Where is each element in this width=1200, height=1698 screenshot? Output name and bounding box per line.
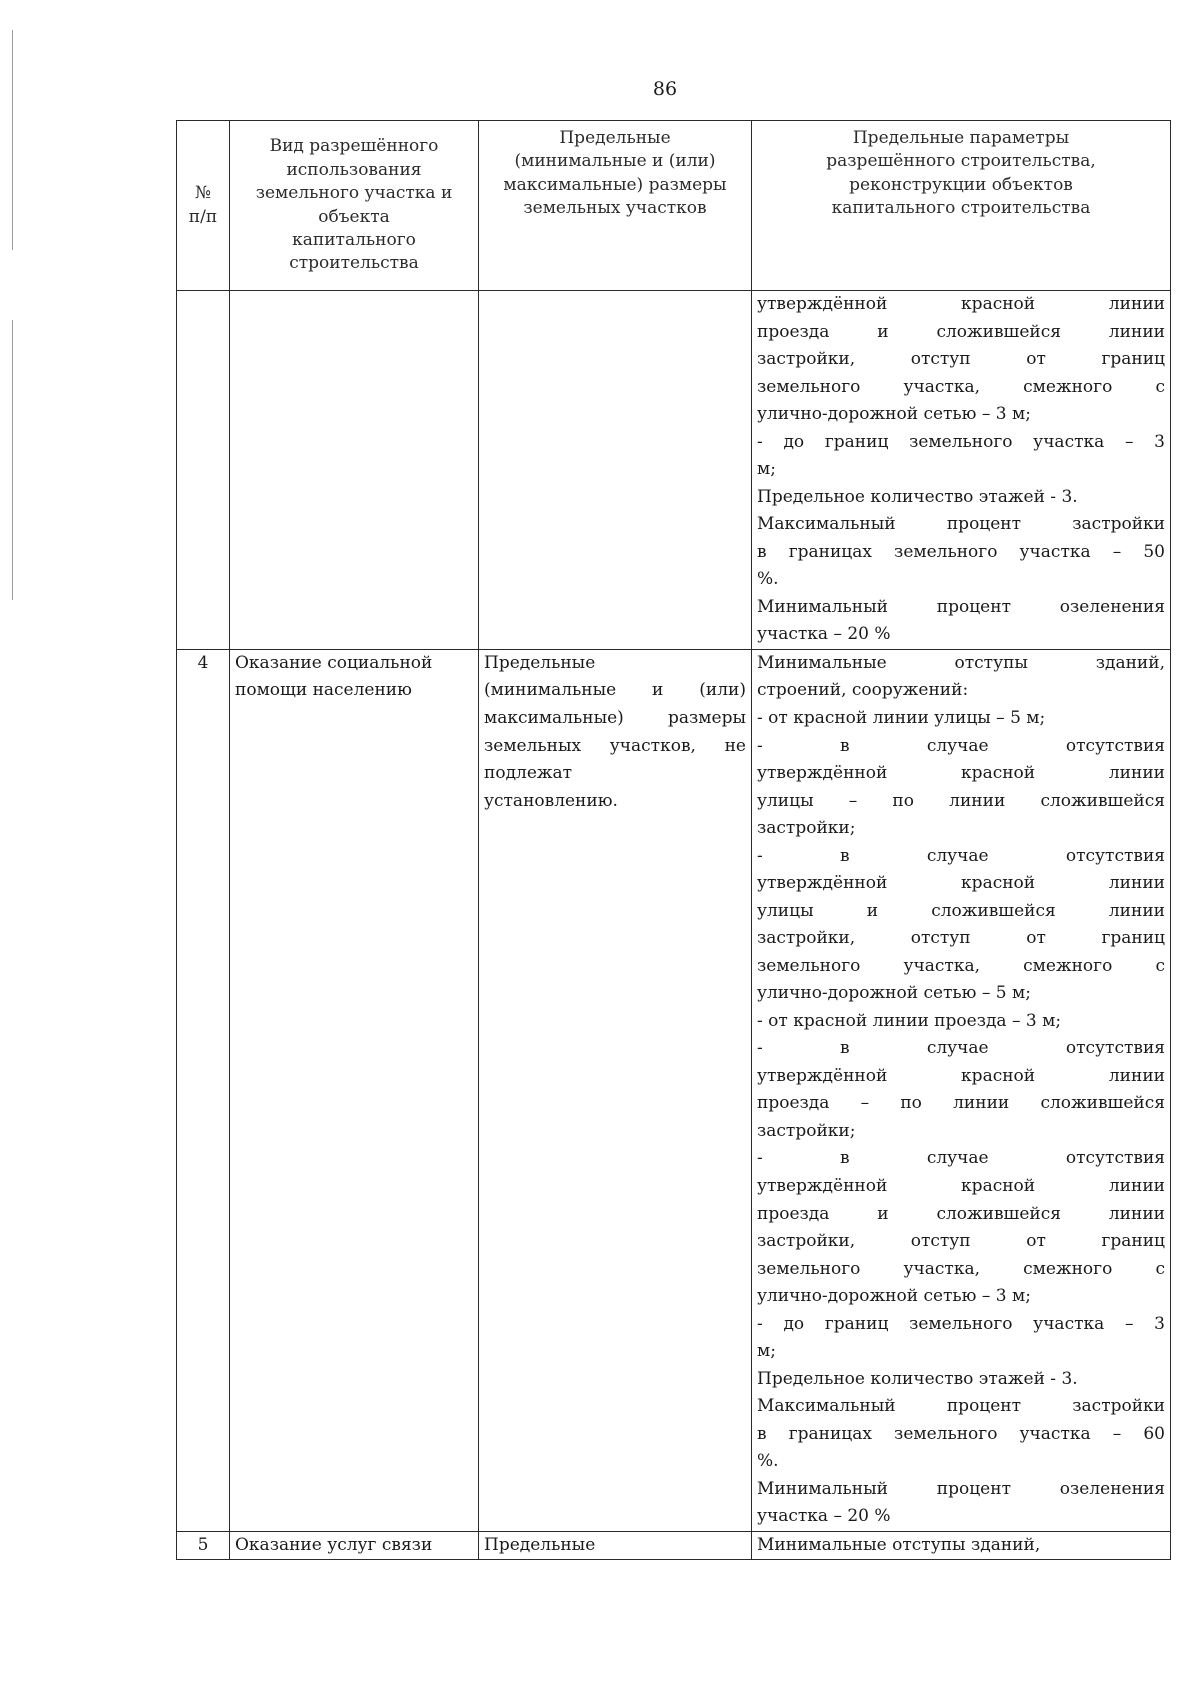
row-use-type bbox=[230, 291, 479, 650]
header-number: № п/п bbox=[177, 121, 230, 291]
cell-text-line: максимальные) размеры bbox=[484, 707, 746, 728]
cell-text-line: Оказание социальной bbox=[235, 652, 433, 673]
row-build-params bbox=[752, 291, 1171, 650]
row-plot-sizes bbox=[479, 1531, 752, 1560]
cell-text-line: - в случае отсутствия bbox=[757, 845, 1165, 866]
cell-text-line: проезда и сложившейся линии bbox=[757, 321, 1165, 342]
cell-text-line: Минимальный процент озеленения bbox=[757, 596, 1165, 617]
cell-text-line: в границах земельного участка – 50 bbox=[757, 541, 1165, 562]
cell-text-line: улицы – по линии сложившейся bbox=[757, 790, 1165, 811]
row-number: 5 bbox=[177, 1531, 230, 1560]
cell-text-line: Минимальные отступы зданий, bbox=[757, 1534, 1041, 1555]
cell-text-line: помощи населению bbox=[235, 680, 412, 701]
cell-text-line: Предельное количество этажей - 3. bbox=[757, 1368, 1078, 1389]
cell-text-line: земельного участка, смежного с bbox=[757, 376, 1165, 397]
row-number: 4 bbox=[177, 649, 230, 1531]
page-number: 86 bbox=[652, 78, 678, 100]
cell-text-line: - в случае отсутствия bbox=[757, 735, 1165, 756]
cell-text-line: улицы и сложившейся линии bbox=[757, 900, 1165, 921]
row-use-type bbox=[230, 1531, 479, 1560]
cell-text-line: %. bbox=[757, 569, 779, 590]
cell-text-line: строений, сооружений: bbox=[757, 680, 969, 701]
cell-text-line: Предельные bbox=[484, 1534, 596, 1555]
cell-text-line: застройки; bbox=[757, 818, 856, 839]
header-plot-sizes: Предельные (минимальные и (или) максимальные) размеры земельных участков bbox=[479, 121, 752, 291]
cell-text-line: участка – 20 % bbox=[757, 1506, 891, 1527]
cell-text-line: улично-дорожной сетью – 3 м; bbox=[757, 1286, 1031, 1307]
header-use-type: Вид разрешённого использования земельного участка и объекта капитального строительства bbox=[230, 121, 479, 291]
cell-text-line: м; bbox=[757, 1341, 776, 1362]
cell-text-line: земельного участка, смежного с bbox=[757, 1258, 1165, 1279]
scan-edge-mark bbox=[12, 320, 13, 600]
cell-text-line: проезда – по линии сложившейся bbox=[757, 1093, 1165, 1114]
cell-text-line: участка – 20 % bbox=[757, 624, 891, 645]
header-build-params: Предельные параметры разрешённого строительства, реконструкции объектов капитального строительства bbox=[752, 121, 1171, 291]
row-plot-sizes bbox=[479, 649, 752, 1531]
cell-text-line: - в случае отсутствия bbox=[757, 1038, 1165, 1059]
cell-text-line: улично-дорожной сетью – 3 м; bbox=[757, 404, 1031, 425]
cell-text-line: земельных участков, не bbox=[484, 735, 746, 756]
table-row bbox=[177, 649, 1171, 1531]
cell-text-line: проезда и сложившейся линии bbox=[757, 1203, 1165, 1224]
cell-text-line: Максимальный процент застройки bbox=[757, 1396, 1165, 1417]
row-use-type bbox=[230, 649, 479, 1531]
cell-text-line: улично-дорожной сетью – 5 м; bbox=[757, 983, 1031, 1004]
table-header-row bbox=[177, 121, 1171, 291]
cell-text-line: земельного участка, смежного с bbox=[757, 955, 1165, 976]
cell-text-line: Минимальный процент озеленения bbox=[757, 1478, 1165, 1499]
cell-text-line: застройки, отступ от границ bbox=[757, 928, 1165, 949]
cell-text-line: м; bbox=[757, 459, 776, 480]
cell-text-line: - от красной линии проезда – 3 м; bbox=[757, 1010, 1062, 1031]
cell-text-line: утверждённой красной линии bbox=[757, 873, 1165, 894]
cell-text-line: в границах земельного участка – 60 bbox=[757, 1423, 1165, 1444]
cell-text-line: утверждённой красной линии bbox=[757, 294, 1165, 314]
cell-text-line: утверждённой красной линии bbox=[757, 763, 1165, 784]
cell-text-line: Предельное количество этажей - 3. bbox=[757, 486, 1078, 507]
regulations-table bbox=[176, 120, 1171, 1560]
cell-text-line: подлежат bbox=[484, 763, 573, 784]
table-row bbox=[177, 1531, 1171, 1560]
cell-text-line: Минимальные отступы зданий, bbox=[757, 652, 1165, 673]
row-plot-sizes bbox=[479, 291, 752, 650]
cell-text-line: утверждённой красной линии bbox=[757, 1176, 1165, 1196]
cell-text-line: - от красной линии улицы – 5 м; bbox=[757, 707, 1046, 728]
cell-text-line: Оказание услуг связи bbox=[235, 1534, 433, 1555]
row-build-params bbox=[752, 649, 1171, 1531]
cell-text-line: утверждённой красной линии bbox=[757, 1065, 1165, 1086]
cell-text-line: застройки; bbox=[757, 1120, 856, 1141]
row-number bbox=[177, 291, 230, 650]
cell-text-line: застройки, отступ от границ bbox=[757, 349, 1165, 370]
cell-text-line: - до границ земельного участка – 3 bbox=[757, 431, 1165, 452]
cell-text-line: установлению. bbox=[484, 790, 618, 811]
cell-text-line: застройки, отступ от границ bbox=[757, 1231, 1165, 1252]
row-build-params bbox=[752, 1531, 1171, 1560]
table-row bbox=[177, 291, 1171, 650]
cell-text-line: (минимальные и (или) bbox=[484, 680, 746, 701]
cell-text-line: Предельные bbox=[484, 652, 596, 673]
cell-text-line: Максимальный процент застройки bbox=[757, 514, 1165, 535]
cell-text-line: %. bbox=[757, 1451, 779, 1472]
cell-text-line: - до границ земельного участка – 3 bbox=[757, 1313, 1165, 1334]
scan-edge-mark bbox=[12, 30, 13, 250]
cell-text-line: - в случае отсутствия bbox=[757, 1148, 1165, 1169]
